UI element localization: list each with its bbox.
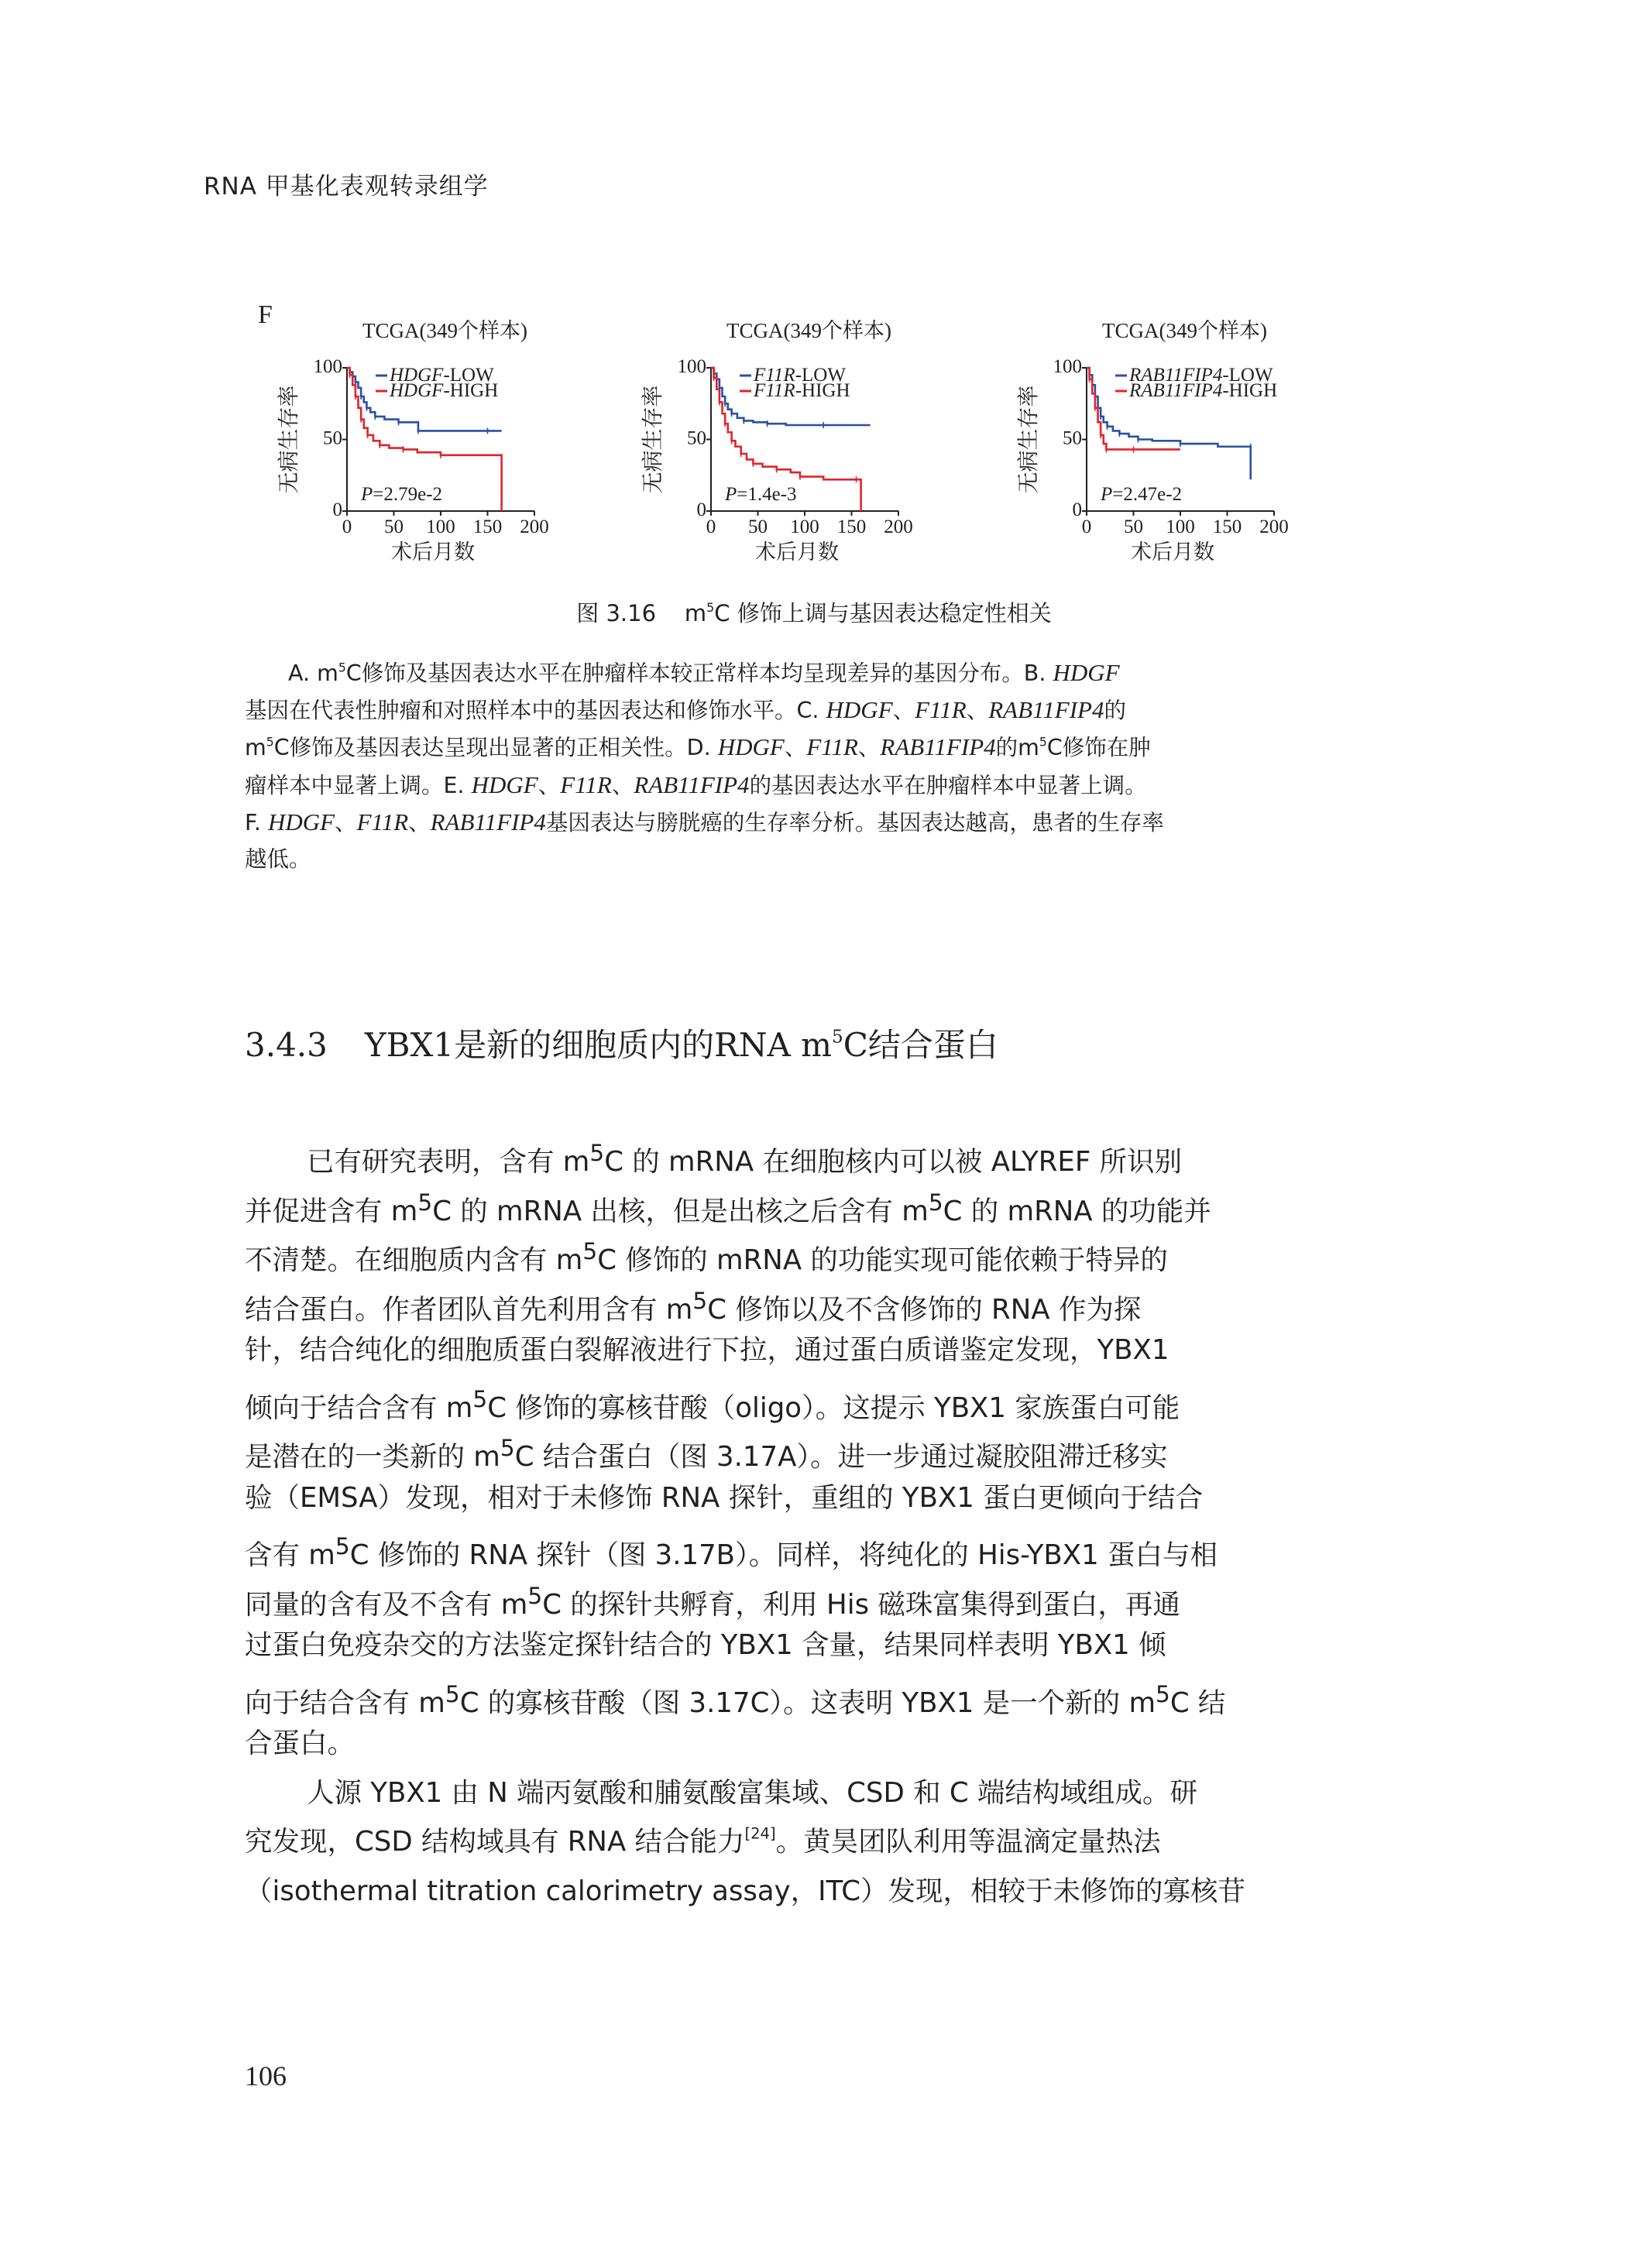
legend-gene: RAB11FIP4 xyxy=(1129,365,1223,386)
legend-gene: F11R xyxy=(754,380,795,401)
y-axis-label: 无病生存率 xyxy=(277,385,301,494)
gene-name: HDGF xyxy=(267,808,335,835)
figure-caption-title xyxy=(0,596,1628,628)
text-line: 究发现，CSD 结构域具有 RNA 结合能力[24]。黄昊团队利用等温滴定量热法 xyxy=(245,1824,1161,1858)
chart-svg xyxy=(620,310,914,588)
gene-name: RAB11FIP4 xyxy=(988,696,1104,724)
y-axis-label: 无病生存率 xyxy=(1017,385,1041,494)
x-tick-label: 100 xyxy=(426,516,455,537)
text-line: 已有研究表明，含有 $m^5C$ 的 mRNA 在细胞核内可以被 ALYREF 所识别 xyxy=(307,1140,1183,1178)
x-tick-label: 200 xyxy=(520,516,549,537)
y-tick-label: 0 xyxy=(696,499,706,520)
y-tick-label: 50 xyxy=(323,427,342,449)
text-line: 并促进含有 $m^5C$ 的 mRNA 出核，但是出核之后含有 $m^5C$ 的 mRNA 的功能并 xyxy=(245,1189,1211,1227)
x-tick-label: 0 xyxy=(706,516,716,537)
x-tick-label: 0 xyxy=(1081,516,1092,537)
gene-name: F11R xyxy=(915,696,967,724)
text-line: 倾向于结合含有 $m^5C$ 修饰的寡核苷酸（oligo）。这提示 YBX1 家族蛋白可能 xyxy=(245,1385,1180,1424)
x-tick-label: 50 xyxy=(748,516,768,537)
x-tick-label: 150 xyxy=(472,516,503,537)
caption-line: A. $m^5C$修饰及基因表达水平在肿瘤样本较正常样本均呈现差异的基因分布。B. HDGF xyxy=(288,659,1120,686)
y-tick-label: 0 xyxy=(1072,499,1082,520)
p-symbol: P xyxy=(725,484,737,505)
chart-svg xyxy=(995,310,1290,588)
running-head: RNA 甲基化表观转录组学 xyxy=(204,173,489,201)
gene-name: HDGF xyxy=(1053,659,1120,686)
x-axis-label: 术后月数 xyxy=(1131,540,1214,564)
legend-suffix: -HIGH xyxy=(443,380,499,401)
survival-chart-hdgf xyxy=(256,310,550,588)
text-line: 含有 $m^5C$ 修饰的 RNA 探针（图 3.17B）。同样，将纯化的 His-YBX1 蛋白与相 xyxy=(245,1533,1218,1571)
legend-entry xyxy=(1128,380,1277,401)
y-tick-label: 100 xyxy=(313,356,342,377)
gene-name: F11R xyxy=(560,770,612,798)
chart-title: TCGA(349个样本) xyxy=(362,319,527,342)
gene-name: HDGF xyxy=(717,733,785,761)
text-line: （isothermal titration calorimetry assay，ITC）发现，相较于未修饰的寡核苷 xyxy=(245,1875,1246,1907)
x-tick-label: 200 xyxy=(884,516,913,537)
page-number: 106 xyxy=(245,2060,287,2091)
section-heading xyxy=(245,1020,998,1066)
figure-caption-number: 图 3.16 xyxy=(576,600,657,626)
legend-entry xyxy=(753,380,850,401)
caption-line: 瘤样本中显著上调。E. HDGF、F11R、RAB11FIP4的基因表达水平在肿瘤样本中显著上调。 xyxy=(245,770,1147,798)
figure-panel-label: F xyxy=(258,300,273,329)
legend-suffix: -HIGH xyxy=(795,380,850,401)
p-value xyxy=(724,484,797,505)
p-symbol: P xyxy=(361,484,373,505)
text-line: 验（EMSA）发现，相对于未修饰 RNA 探针，重组的 YBX1 蛋白更倾向于结合 xyxy=(245,1481,1204,1514)
p-symbol: P xyxy=(1101,484,1113,505)
text-line: 过蛋白免疫杂交的方法鉴定探针结合的 YBX1 含量，结果同样表明 YBX1 倾 xyxy=(245,1629,1166,1661)
legend-suffix: -LOW xyxy=(443,365,494,386)
legend-suffix: -HIGH xyxy=(1222,380,1278,401)
chart-title: TCGA(349个样本) xyxy=(726,319,891,342)
y-tick-label: 100 xyxy=(677,356,706,377)
y-tick-label: 0 xyxy=(332,499,342,520)
gene-name: HDGF xyxy=(471,770,538,798)
p-number: =1.4e-3 xyxy=(737,484,797,505)
survival-chart-f11r xyxy=(620,310,914,588)
citation-ref: [24] xyxy=(744,1824,776,1843)
y-tick-label: 50 xyxy=(687,427,706,449)
text-line: 合蛋白。 xyxy=(245,1728,355,1759)
x-tick-label: 150 xyxy=(1212,516,1242,537)
x-axis-label: 术后月数 xyxy=(755,540,839,564)
x-tick-label: 150 xyxy=(836,516,867,537)
text-line: 针，结合纯化的细胞质蛋白裂解液进行下拉，通过蛋白质谱鉴定发现，YBX1 xyxy=(245,1334,1169,1366)
figure-caption-text: $m^5C$ 修饰上调与基因表达稳定性相关 xyxy=(684,600,1052,626)
text-line: 结合蛋白。作者团队首先利用含有 $m^5C$ 修饰以及不含修饰的 RNA 作为探 xyxy=(245,1287,1142,1326)
x-tick-label: 50 xyxy=(1124,516,1143,537)
gene-name: RAB11FIP4 xyxy=(634,770,750,798)
caption-line: F. HDGF、F11R、RAB11FIP4基因表达与膀胱癌的生存率分析。基因表达越高，患者的生存率 xyxy=(245,808,1164,835)
text-line: 同量的含有及不含有 $m^5C$ 的探针共孵育，利用 His 磁珠富集得到蛋白，再通 xyxy=(245,1582,1180,1621)
p-number: =2.79e-2 xyxy=(373,484,443,505)
legend-gene: F11R xyxy=(754,365,795,386)
legend-suffix: -LOW xyxy=(1222,365,1273,386)
p-value xyxy=(1100,484,1182,505)
survival-chart-rab11fip4 xyxy=(995,310,1290,588)
text-line: 不清楚。在细胞质内含有 $m^5C$ 修饰的 mRNA 的功能实现可能依赖于特异的 xyxy=(245,1238,1168,1276)
text-line: 是潜在的一类新的 $m^5C$ 结合蛋白（图 3.17A）。进一步通过凝胶阻滞迁移实 xyxy=(245,1435,1168,1473)
chart-title: TCGA(349个样本) xyxy=(1102,319,1267,342)
p-value xyxy=(360,484,442,505)
x-tick-label: 100 xyxy=(1166,516,1195,537)
section-number: 3.4.3 xyxy=(245,1026,328,1064)
caption-line: 基因在代表性肿瘤和对照样本中的基因表达和修饰水平。C. HDGF、F11R、RAB11FIP4的 xyxy=(245,696,1126,724)
chart-svg xyxy=(256,310,550,588)
p-number: =2.47e-2 xyxy=(1112,484,1183,505)
caption-line: $m^5C$修饰及基因表达呈现出显著的正相关性。D. HDGF、F11R、RAB11FIP4的$m^5C$修饰在肿 xyxy=(245,733,1151,761)
text-line: 向于结合含有 $m^5C$ 的寡核苷酸（图 3.17C）。这表明 YBX1 是一个新的 $m^5C$ 结 xyxy=(245,1680,1226,1719)
y-tick-label: 50 xyxy=(1063,427,1082,449)
legend-gene: HDGF xyxy=(390,365,444,386)
body-text xyxy=(245,1129,1345,1916)
x-tick-label: 0 xyxy=(342,516,352,537)
legend-entry xyxy=(389,380,498,401)
x-axis-label: 术后月数 xyxy=(391,540,475,564)
y-axis-label: 无病生存率 xyxy=(641,385,665,494)
legend-gene: HDGF xyxy=(390,380,444,401)
legend-gene: RAB11FIP4 xyxy=(1129,380,1223,401)
gene-name: F11R xyxy=(806,733,858,761)
legend-suffix: -LOW xyxy=(795,365,846,386)
gene-name: RAB11FIP4 xyxy=(430,808,546,835)
x-tick-label: 100 xyxy=(790,516,819,537)
gene-name: HDGF xyxy=(826,696,893,724)
x-tick-label: 200 xyxy=(1259,516,1289,537)
figure-legend xyxy=(245,654,1352,877)
caption-line: 越低。 xyxy=(245,846,311,873)
text-line: 人源 YBX1 由 N 端丙氨酸和脯氨酸富集域、CSD 和 C 端结构域组成。研 xyxy=(307,1776,1197,1809)
gene-name: RAB11FIP4 xyxy=(880,733,996,761)
x-tick-label: 50 xyxy=(384,516,404,537)
gene-name: F11R xyxy=(356,808,409,835)
y-tick-label: 100 xyxy=(1053,356,1082,377)
section-title: YBX1是新的细胞质内的RNA $m^5C$结合蛋白 xyxy=(364,1026,998,1064)
